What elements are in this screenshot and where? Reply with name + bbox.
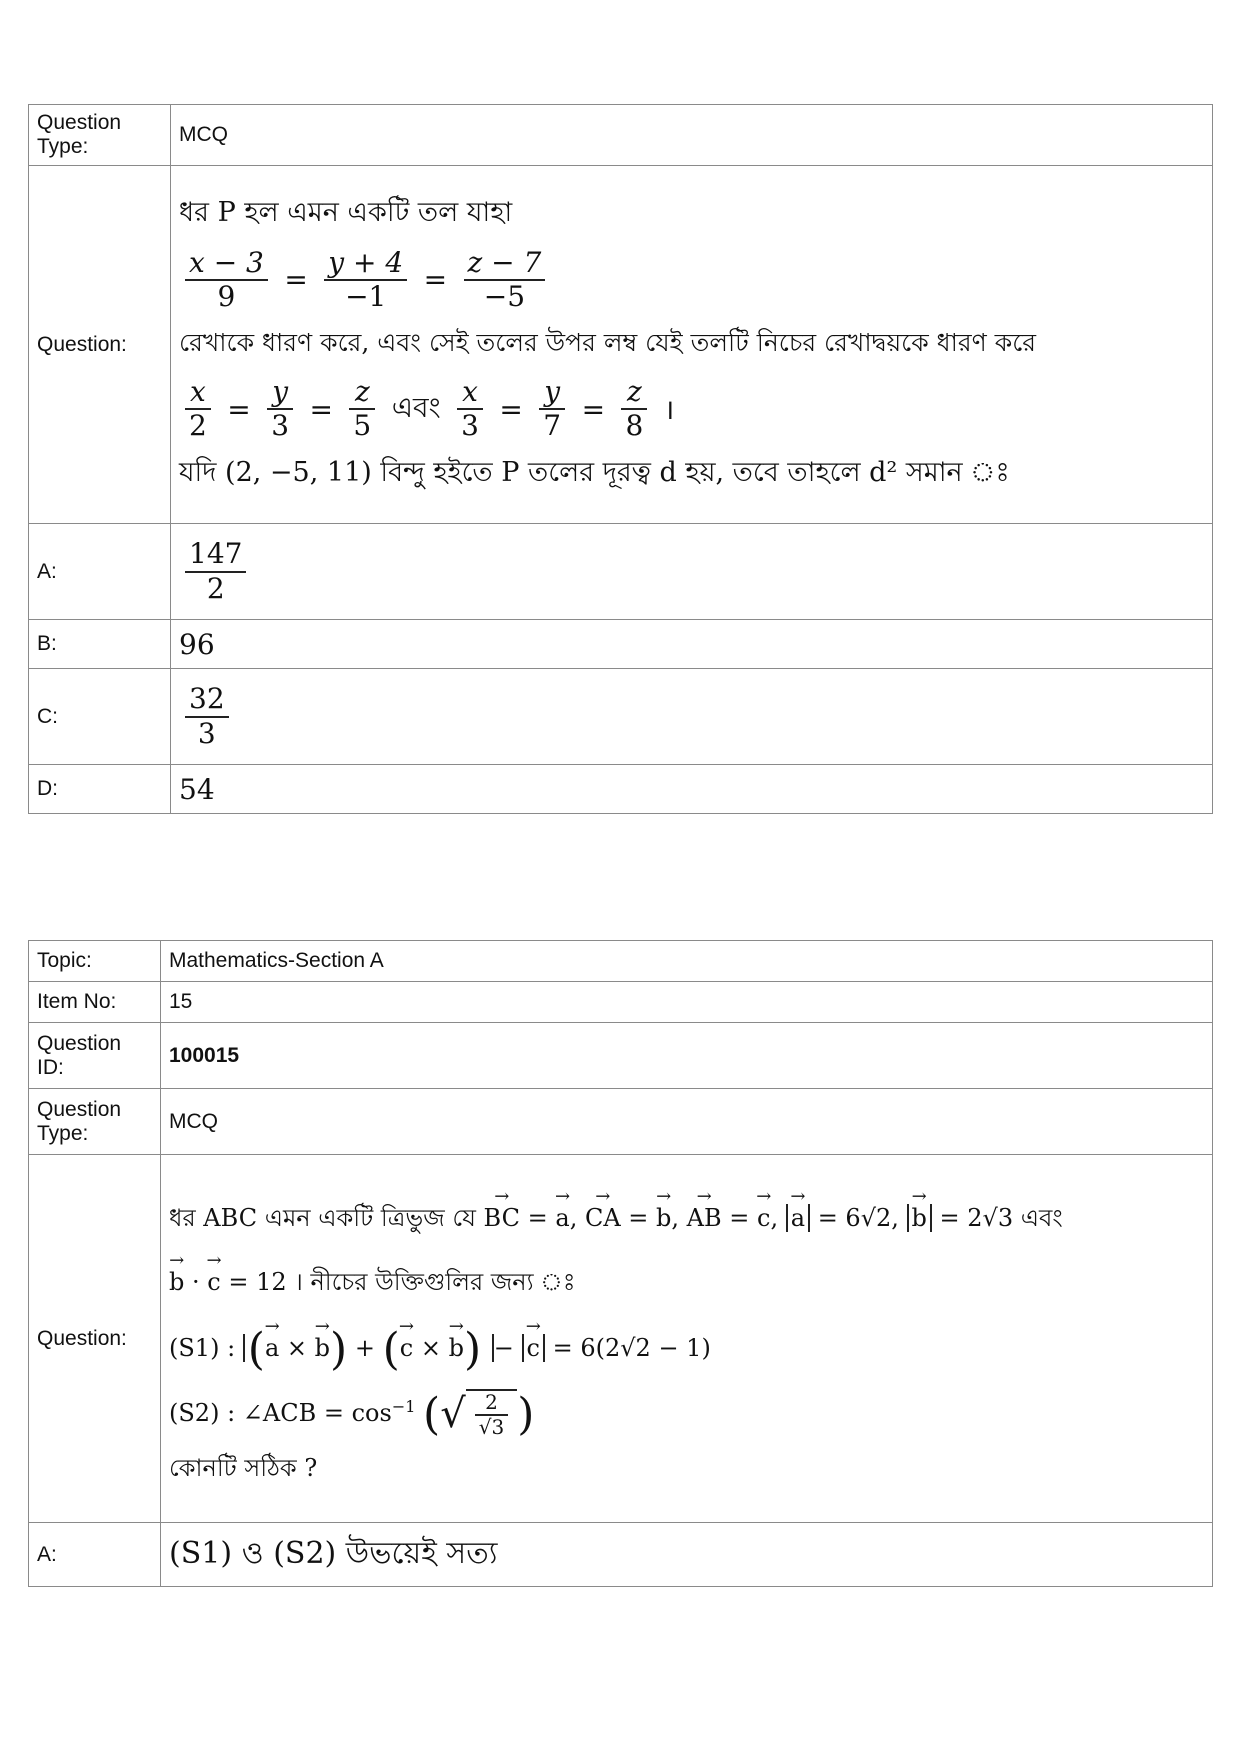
question-body — [171, 166, 1213, 524]
question-body-2 — [161, 1155, 1213, 1523]
option-a-label: A: — [29, 524, 171, 620]
question-id-value: 100015 — [161, 1023, 1213, 1089]
option-a-value: $\frac{147}{2}$ — [171, 524, 1213, 620]
q2-line1: ধর ABC এমন একটি ত্রিভুজ যে → BC = → a, → CA = → b, → AB = → c, → a = 6√2, → b = 2√3 এবং — [169, 1200, 1204, 1240]
option-d-label: D: — [29, 765, 171, 814]
question-middle: রেখাকে ধারণ করে, এবং সেই তলের উপর লম্ব যেই তলটি নিচের রেখাদ্বয়কে ধারণ করে — [179, 328, 1037, 357]
question-type-value-2: MCQ — [161, 1089, 1213, 1155]
item-no-label: Item No: — [29, 982, 161, 1023]
option-b-label: B: — [29, 620, 171, 669]
option-a-value-2: (S1) ও (S2) উভয়েই সত্য — [161, 1523, 1213, 1587]
option-d-value: 54 — [171, 765, 1213, 814]
topic-value: Mathematics-Section A — [161, 941, 1213, 982]
option-c-label: C: — [29, 669, 171, 765]
q2-line2: → b · → c = 12 । নীচের উক্তিগুলির জন্য ঃ — [169, 1264, 1204, 1304]
line-equation: $\frac{x - 3}{9}$ = $\frac{y + 4}{-1}$ = $\frac{z - 7}{-5}$ — [179, 247, 1204, 313]
question-table-1 — [28, 104, 1213, 814]
option-b-value: 96 — [171, 620, 1213, 669]
question-label-2: Question: — [29, 1155, 161, 1523]
option-a-label-2: A: — [29, 1523, 161, 1587]
question-type-label: Question Type: — [29, 105, 171, 166]
statement-s2: (S2) : ∠ACB = $\cos^{-1}$ ( √ $\frac{2}{√3}$ ) — [169, 1388, 535, 1440]
lines-pair: $\frac{x}{2}$ = $\frac{y}{3}$ = $\frac{z}{5}$ এবং $\frac{x}{3}$ = $\frac{y}{7}$ = $\frac{z}{8}$ । — [179, 376, 1204, 442]
question-type-label-2: Question Type: — [29, 1089, 161, 1155]
question-intro: ধর P হল এমন একটি তল যাহা — [179, 196, 513, 228]
item-no-value: 15 — [161, 982, 1213, 1023]
question-table-2 — [28, 940, 1213, 1587]
question-id-label: Question ID: — [29, 1023, 161, 1089]
topic-label: Topic: — [29, 941, 161, 982]
question-last: যদি (2, −5, 11) বিন্দু হইতে P তলের দূরত্ব d হয়, তবে তাহলে d² সমান ঃ — [179, 457, 1010, 489]
option-c-value: $\frac{32}{3}$ — [171, 669, 1213, 765]
question-type-value: MCQ — [171, 105, 1213, 166]
question-end: কোনটি সঠিক ? — [169, 1453, 318, 1482]
question-label: Question: — [29, 166, 171, 524]
statement-s1: (S1) : (→ a × → b) + (→ c × → b) − → c = 6(2√2 − 1) — [169, 1324, 1204, 1375]
